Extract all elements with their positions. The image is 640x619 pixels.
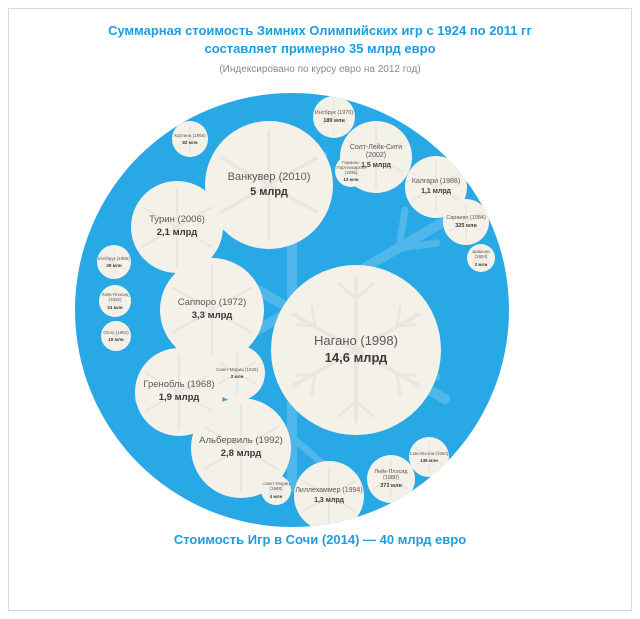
- snowflake-icon: [205, 121, 333, 249]
- bubble-value: 1,1 млрд: [421, 188, 451, 195]
- bubble-vancouver[interactable]: [205, 121, 333, 249]
- footer-note: Стоимость Игр в Сочи (2014) — 40 млрд евро: [173, 532, 467, 547]
- bubble-value: 39 млн: [106, 263, 122, 268]
- snowflake-icon: [443, 199, 489, 245]
- bubble-value: 3,3 млрд: [191, 310, 233, 321]
- bubble-value: 2,8 млрд: [220, 448, 262, 459]
- snowflake-icon: [409, 437, 449, 477]
- bubble-value: 145 млн: [420, 458, 438, 463]
- bubble-label: Гренобль (1968): [143, 379, 215, 391]
- bubble-label: Ванкувер (2010): [227, 171, 311, 184]
- bubble-value: 19 млн: [108, 337, 124, 342]
- subtitle: (Индексировано по курсу евро на 2012 год): [219, 64, 421, 75]
- bubble-lake-placid-1932[interactable]: [99, 285, 131, 317]
- bubble-label: Гармиш-Партенкирхен (1936): [336, 159, 366, 175]
- bubble-garmisch-1936[interactable]: [335, 155, 367, 187]
- title-line-1: Суммарная стоимость Зимних Олимпийских игр с 1924 по 2011 гг: [108, 23, 532, 38]
- bubble-innsbruck-1976[interactable]: [313, 96, 355, 138]
- title-line-2: составляет примерно 35 млрд евро: [204, 41, 436, 56]
- bubble-value: 189 млн: [323, 118, 345, 124]
- bubble-grenoble[interactable]: [135, 348, 223, 436]
- bubble-cortina-1956[interactable]: [172, 121, 208, 157]
- bubble-value: 1,3 млрд: [314, 497, 344, 504]
- bubble-label: Турин (2006): [149, 214, 205, 226]
- bubble-value: 1,5 млрд: [361, 162, 391, 170]
- bubble-label: Лиллехаммер (1994): [295, 486, 363, 494]
- bubble-value: 5 млрд: [250, 186, 288, 198]
- bubble-oslo-1952[interactable]: [101, 321, 131, 351]
- snowflake-icon: [313, 96, 355, 138]
- snowflake-icon: [172, 121, 208, 157]
- bubble-value: 14,6 млрд: [324, 350, 388, 365]
- bubble-turin[interactable]: [131, 181, 223, 273]
- bubble-label: Сараево (1984): [446, 214, 486, 221]
- bubble-label: Осло (1952): [103, 329, 129, 335]
- bubble-sapporo[interactable]: [160, 258, 264, 362]
- snowflake-icon: [209, 345, 265, 401]
- title-block: [0, 22, 640, 75]
- bubble-label: Солт-Лейк-Сити (2002): [349, 143, 403, 159]
- snowflake-icon: [101, 321, 131, 351]
- chart-area: [75, 93, 509, 527]
- bubble-chamonix-1924[interactable]: [467, 244, 495, 272]
- bubble-st-moritz-1928[interactable]: [209, 345, 265, 401]
- bubble-label: Санкт-Мориц (1948): [262, 481, 290, 492]
- bubble-value: 2,1 млрд: [156, 227, 198, 238]
- bubble-lake-placid-1980[interactable]: [367, 455, 415, 503]
- bubble-label: Нагано (1998): [314, 333, 398, 349]
- bubble-value: 24 млн: [107, 304, 123, 310]
- bubble-lillehammer[interactable]: [294, 461, 364, 527]
- bubble-label: Санкт-Мориц (1928): [215, 366, 259, 372]
- bubble-value: 373 млн: [380, 483, 402, 490]
- bubble-value: 13 млн: [343, 177, 359, 183]
- bubble-label: Калгари (1988): [411, 177, 461, 185]
- bubble-label: Саппоро (1972): [177, 297, 247, 309]
- bubble-label: Альбервиль (1992): [199, 435, 283, 447]
- bubble-nagano[interactable]: [271, 265, 441, 435]
- bubble-value: 82 млн: [182, 140, 198, 145]
- bubble-value: 325 млн: [455, 223, 477, 229]
- bubble-st-moritz-1948[interactable]: [261, 475, 291, 505]
- bubble-value: 4 млн: [269, 493, 283, 499]
- bubble-sarajevo[interactable]: [443, 199, 489, 245]
- bubble-label: Инсбрук (1976): [314, 109, 354, 116]
- bubble-innsbruck-1956[interactable]: [97, 245, 131, 279]
- bubble-value: 3 млн: [230, 374, 244, 379]
- bubble-value: 1,9 млрд: [158, 392, 200, 403]
- bubble-label: Шамони (1924): [472, 249, 490, 260]
- bubble-label: Инсбрук (1956): [98, 255, 130, 261]
- bubble-label: Скво-Вэлли (1960): [409, 450, 449, 456]
- bubble-label: Лейк-Плэсид (1980): [374, 468, 408, 481]
- bubble-value: 3 млн: [474, 261, 488, 267]
- snowflake-icon: [97, 245, 131, 279]
- bubble-label: Лейк-Плэсид (1932): [101, 292, 129, 303]
- bubble-squaw-valley-1960[interactable]: [409, 437, 449, 477]
- bubble-label: Кортина (1956): [174, 132, 206, 138]
